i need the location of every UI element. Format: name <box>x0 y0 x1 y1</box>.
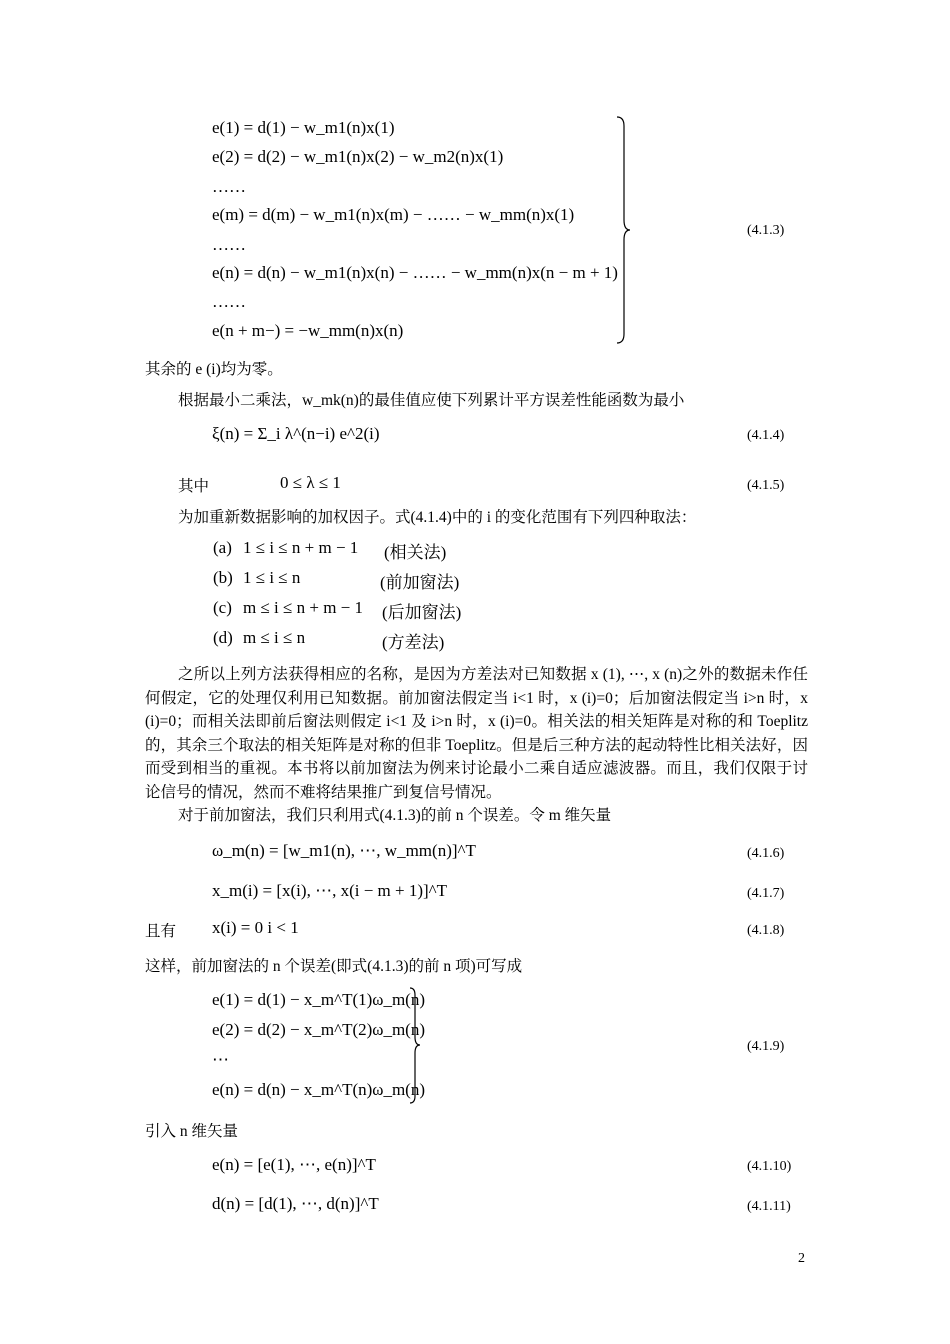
page-number: 2 <box>798 1251 805 1266</box>
equation-4-1-5: 0 ≤ λ ≤ 1 <box>280 473 341 492</box>
equation-4-1-10: e(n) = [e(1), ⋯, e(n)]^T <box>212 1155 376 1174</box>
text-weight: 为加重新数据影响的加权因子。式(4.1.4)中的 i 的变化范围有下列四种取法： <box>178 509 697 526</box>
method-a-name: (相关法) <box>384 543 447 562</box>
method-c-tag: (c) <box>213 598 232 617</box>
eq419-number: (4.1.9) <box>747 1039 785 1054</box>
eq413-line-1: e(1) = d(1) − w_m1(n)x(1) <box>212 118 395 137</box>
eq413-line-3: …… <box>212 177 246 196</box>
eq413-line-6: e(n) = d(n) − w_m1(n)x(n) − …… − w_mm(n)x(n − m + 1) <box>212 263 618 282</box>
method-b-name: (前加窗法) <box>380 573 460 592</box>
eq4111-number: (4.1.11) <box>747 1199 791 1214</box>
eq414-number: (4.1.4) <box>747 428 785 443</box>
method-d-name: (方差法) <box>382 633 445 652</box>
text-introduce: 引入 n 维矢量 <box>145 1123 239 1140</box>
equation-4-1-7: x_m(i) = [x(i), ⋯, x(i − m + 1)]^T <box>212 881 448 900</box>
eq417-number: (4.1.7) <box>747 886 785 901</box>
text-prewindow: 对于前加窗法，我们只利用式(4.1.3)的前 n 个误差。令 m 维矢量 <box>178 807 612 824</box>
method-b-range: 1 ≤ i ≤ n <box>243 568 301 587</box>
method-a-range: 1 ≤ i ≤ n + m − 1 <box>243 538 359 557</box>
eq413-line-2: e(2) = d(2) − w_m1(n)x(2) − w_m2(n)x(1) <box>212 147 504 166</box>
equation-4-1-4: ξ(n) = Σ_i λ^(n−i) e^2(i) <box>212 424 380 443</box>
eq419-line-3: ⋯ <box>212 1050 229 1069</box>
text-thus: 这样，前加窗法的 n 个误差(即式(4.1.3)的前 n 项)可写成 <box>145 958 523 975</box>
equation-4-1-6: ω_m(n) = [w_m1(n), ⋯, w_mm(n)]^T <box>212 841 476 860</box>
eq418-label: 且有 <box>145 923 177 940</box>
text-rest-zero: 其余的 e (i)均为零。 <box>145 361 283 378</box>
text-lsq: 根据最小二乘法，w_mk(n)的最佳值应使下列累计平方误差性能函数为最小 <box>178 392 685 409</box>
eq419-line-2: e(2) = d(2) − x_m^T(2)ω_m(n) <box>212 1020 426 1039</box>
method-c-name: (后加窗法) <box>382 603 462 622</box>
eq413-line-4: e(m) = d(m) − w_m1(n)x(m) − …… − w_mm(n)x(1) <box>212 205 575 224</box>
eq413-line-5: …… <box>212 235 246 254</box>
eq413-line-7: …… <box>212 292 246 311</box>
equation-4-1-8: x(i) = 0 i < 1 <box>212 918 299 937</box>
method-d-tag: (d) <box>213 628 233 647</box>
method-c-range: m ≤ i ≤ n + m − 1 <box>243 598 364 617</box>
eq416-number: (4.1.6) <box>747 846 785 861</box>
paragraph-methods-explanation: 之所以上列方法获得相应的名称，是因为方差法对已知数据 x (1), ⋯, x (n)之外的数据未作任何假定，它的处理仅利用已知数据。前加窗法假定当 i<1 时，x (i)=0；后加窗法假定当 i>n 时，x (i)=0；而相关法即前后窗法则假定 i<1 及 i>n 时，x (i)=0。相关法的相关矩阵是对称的和 Toeplitz 的，其余三个取法的相关矩阵是对称的但非 Toeplitz。但是后三种方法的起动特性比相关法好，因而受到相当的重视。本书将以前加窗法为例来讨论最小二乘自适应滤波器。而且，我们仅限于讨论信号的情况，然而不难将结果推广到复信号情况。 <box>145 666 808 801</box>
eq418-number: (4.1.8) <box>747 923 785 938</box>
right-brace-icon <box>408 987 422 1105</box>
method-a-tag: (a) <box>213 538 232 557</box>
method-d-range: m ≤ i ≤ n <box>243 628 306 647</box>
eq419-line-4: e(n) = d(n) − x_m^T(n)ω_m(n) <box>212 1080 426 1099</box>
right-brace-icon <box>615 116 631 344</box>
eq413-line-8: e(n + m−) = −w_mm(n)x(n) <box>212 321 404 340</box>
eq419-line-1: e(1) = d(1) − x_m^T(1)ω_m(n) <box>212 990 426 1009</box>
eq4110-number: (4.1.10) <box>747 1159 792 1174</box>
eq413-number: (4.1.3) <box>747 223 785 238</box>
eq415-number: (4.1.5) <box>747 478 785 493</box>
equation-4-1-11: d(n) = [d(1), ⋯, d(n)]^T <box>212 1194 379 1213</box>
eq415-label: 其中 <box>178 478 210 495</box>
method-b-tag: (b) <box>213 568 233 587</box>
